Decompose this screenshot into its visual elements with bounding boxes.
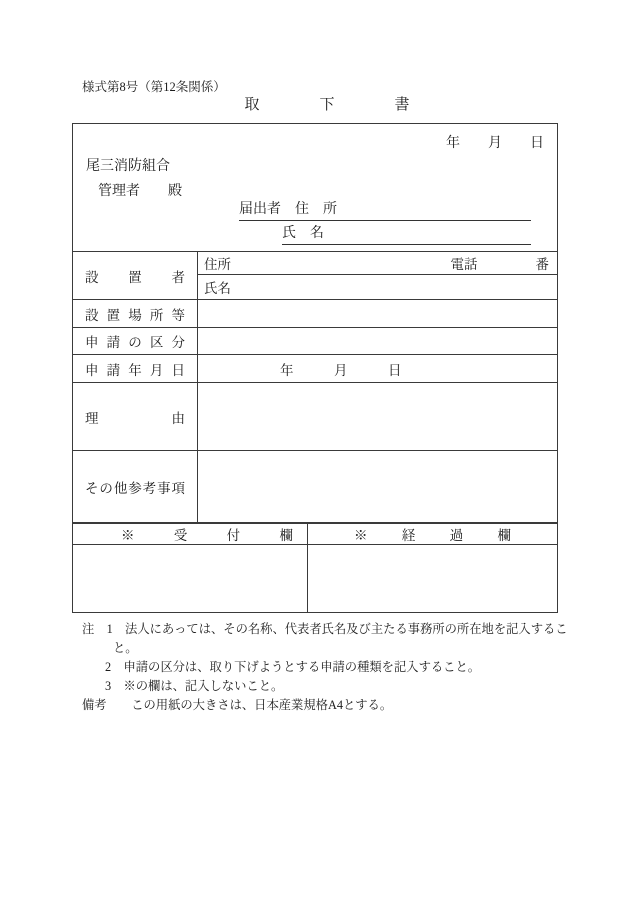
installer-name-subrow (198, 275, 557, 299)
footnote-line: 注 1 法人にあっては、その名称、代表者氏名及び主たる事務所の所在地を記入するこ (82, 622, 568, 636)
progress-column-cell (308, 545, 557, 612)
other-reference-label-cell (73, 451, 198, 522)
form-code-label: 様式第8号（第12条関係） (82, 80, 226, 94)
table-row-reason (73, 382, 557, 450)
table-row-installer (73, 251, 557, 299)
date-line: 年 月 日 (446, 136, 544, 151)
application-date-label: 申請年月日 (85, 362, 185, 378)
installer-address-subrow (198, 252, 557, 275)
reason-value-cell (198, 383, 557, 450)
addressee-line: 管理者 殿 (98, 184, 182, 199)
reception-column-header: ※受付欄 (121, 528, 293, 543)
installer-name-label: 氏名 (204, 281, 231, 296)
installer-label-cell (73, 252, 198, 299)
installer-value-cell (198, 252, 557, 299)
progress-column-header: ※経過欄 (354, 528, 511, 543)
table-row-location (73, 299, 557, 327)
application-date-label-cell (73, 355, 198, 382)
declarer-label: 届出者 (239, 202, 281, 217)
application-date-value: 年 月 日 (280, 362, 402, 378)
progress-column-header-cell (308, 524, 557, 544)
document-title: 取 下 書 (244, 97, 410, 113)
footnotes (82, 620, 582, 715)
main-form-box (72, 123, 558, 613)
declarer-block (239, 198, 531, 245)
office-use-body (73, 545, 557, 612)
reason-label: 理由 (85, 410, 185, 426)
office-use-headers (73, 524, 557, 545)
category-value-cell (198, 328, 557, 354)
other-reference-label: その他参考事項 (85, 480, 185, 496)
reception-column-cell (73, 545, 308, 612)
table-row-other-reference (73, 450, 557, 522)
location-label: 設置場所等 (85, 307, 185, 323)
office-use-section (73, 522, 557, 612)
installer-label: 設置者 (85, 269, 185, 285)
footnote-line: と。 (113, 641, 138, 655)
declarer-name-line (282, 221, 531, 245)
table-row-category (73, 327, 557, 354)
organization-name: 尾三消防組合 (86, 159, 170, 174)
declarer-address-line (239, 198, 531, 221)
reception-column-header-cell (73, 524, 308, 544)
form-header-section (73, 124, 557, 251)
other-reference-value-cell (198, 451, 557, 522)
application-date-value-cell (198, 355, 557, 382)
installer-address-label: 住所 (204, 257, 231, 272)
category-label: 申請の区分 (85, 335, 185, 350)
declarer-name-label: 氏 名 (282, 226, 324, 241)
footnote-line: 2 申請の区分は、取り下げようとする申請の種類を記入すること。 (105, 660, 481, 674)
declarer-address-label: 住 所 (295, 202, 337, 217)
installer-phone-label: 電話 (450, 257, 478, 272)
location-label-cell (73, 300, 198, 327)
reason-label-cell (73, 383, 198, 450)
footnote-line: 3 ※の欄は、記入しないこと。 (105, 679, 284, 693)
category-label-cell (73, 328, 198, 354)
installer-phone-suffix: 番 (535, 257, 549, 272)
location-value-cell (198, 300, 557, 327)
table-row-application-date (73, 354, 557, 382)
footnote-remark-line: 備考 この用紙の大きさは、日本産業規格A4とする。 (82, 698, 393, 712)
